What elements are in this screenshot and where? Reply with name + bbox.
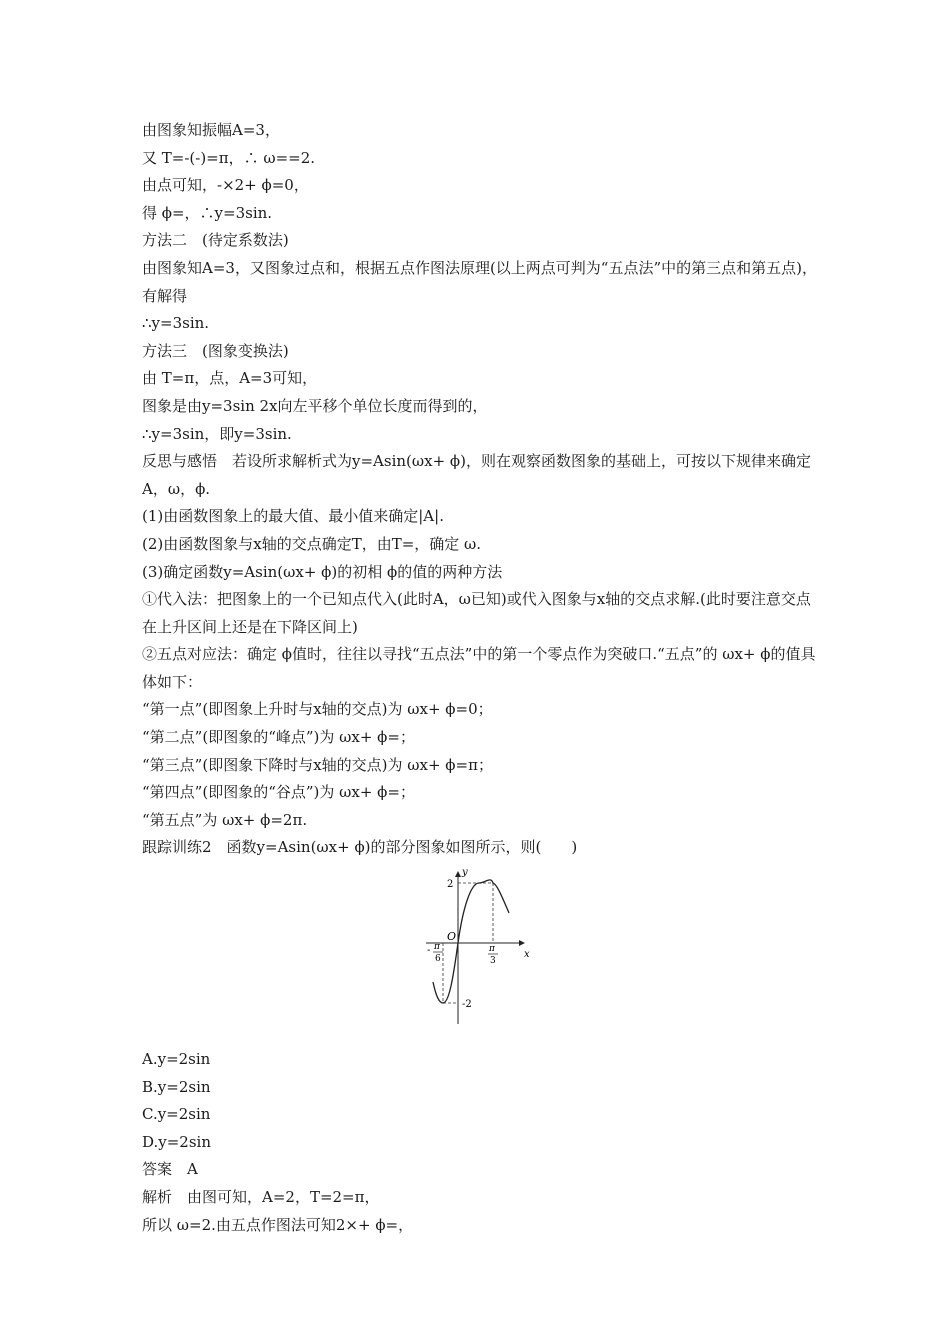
text-line: 由 T=π，点，A=3可知，: [142, 369, 318, 388]
x-left-numerator: π: [434, 942, 440, 953]
reflection-paragraph: 反思与感悟 若设所求解析式为y=Asin(ωx+ ϕ)，则在观察函数图象的基础上，可按以下规律来确定A，ω，ϕ.: [142, 452, 811, 498]
document-body: [142, 117, 822, 1239]
text-line: ∴y=3sin.: [142, 314, 210, 333]
option-b: B.y=2sin: [142, 1077, 211, 1096]
text-line: ∴y=3sin，即y=3sin.: [142, 424, 292, 443]
text-line: 得 ϕ=，∴y=3sin.: [142, 203, 273, 222]
method-heading: 方法二 (待定系数法): [142, 231, 289, 250]
text-line: 由图象知振幅A=3，: [142, 121, 280, 139]
y-max-label: 2: [447, 879, 454, 891]
option-d: D.y=2sin: [142, 1132, 212, 1151]
origin-label: O: [447, 930, 457, 944]
x-axis-label: x: [524, 949, 530, 961]
rule-item: (2)由函数图象与x轴的交点确定T，由T=，确定 ω.: [142, 534, 482, 553]
sine-graph: [421, 864, 541, 1042]
five-point-item: “第四点”(即图象的“谷点”)为 ωx+ ϕ=；: [142, 783, 415, 802]
x-right-denominator: 3: [490, 956, 496, 967]
text-line: 由点可知，-×2+ ϕ=0，: [142, 176, 309, 195]
method-heading: 方法三 (图象变换法): [142, 341, 289, 360]
y-min-label: -2: [462, 999, 472, 1011]
x-left-sign: -: [427, 945, 431, 957]
method-paragraph: ②五点对应法：确定 ϕ值时，往往以寻找“五点法”中的第一个零点作为突破口.“五点”的 ωx+ ϕ的值具体如下：: [142, 645, 816, 691]
option-c: C.y=2sin: [142, 1105, 211, 1124]
y-axis-label: y: [462, 867, 468, 879]
method-paragraph: ①代入法：把图象上的一个已知点代入(此时A，ω已知)或代入图象与x轴的交点求解.(此时要注意交点在上升区间上还是在下降区间上): [142, 590, 811, 636]
text-paragraph: 由图象知A=3，又图象过点和，根据五点作图法原理(以上两点可判为“五点法”中的第三点和第五点)，有解得: [142, 258, 817, 305]
answer-line: 答案 A: [142, 1160, 198, 1179]
x-right-numerator: π: [489, 944, 495, 955]
text-line: 图象是由y=3sin 2x向左平移个单位长度而得到的，: [142, 396, 488, 415]
analysis-line: 解析 由图可知，A=2，T=2=π，: [142, 1188, 380, 1206]
text-line: 又 T=-(-)=π，∴ ω==2.: [142, 148, 316, 167]
option-a: A.y=2sin: [142, 1050, 211, 1069]
answer-options: [142, 1046, 822, 1156]
five-point-item: “第一点”(即图象上升时与x轴的交点)为 ωx+ ϕ=0；: [142, 700, 493, 719]
analysis-line: 所以 ω=2.由五点作图法可知2×+ ϕ=，: [142, 1215, 414, 1234]
five-point-item: “第三点”(即图象下降时与x轴的交点)为 ωx+ ϕ=π；: [142, 755, 493, 774]
sine-graph-figure: [142, 864, 822, 1044]
x-left-denominator: 6: [435, 954, 441, 965]
rule-item: (3)确定函数y=Asin(ωx+ ϕ)的初相 ϕ的值的两种方法: [142, 562, 503, 581]
five-point-item: “第二点”(即图象的“峰点”)为 ωx+ ϕ=；: [142, 728, 415, 747]
five-point-item: “第五点”为 ωx+ ϕ=2π.: [142, 810, 308, 829]
rule-item: (1)由函数图象上的最大值、最小值来确定|A|.: [142, 507, 444, 526]
sine-curve: [433, 880, 509, 1003]
exercise-prompt: 跟踪训练2 函数y=Asin(ωx+ ϕ)的部分图象如图所示，则( ): [142, 838, 578, 857]
